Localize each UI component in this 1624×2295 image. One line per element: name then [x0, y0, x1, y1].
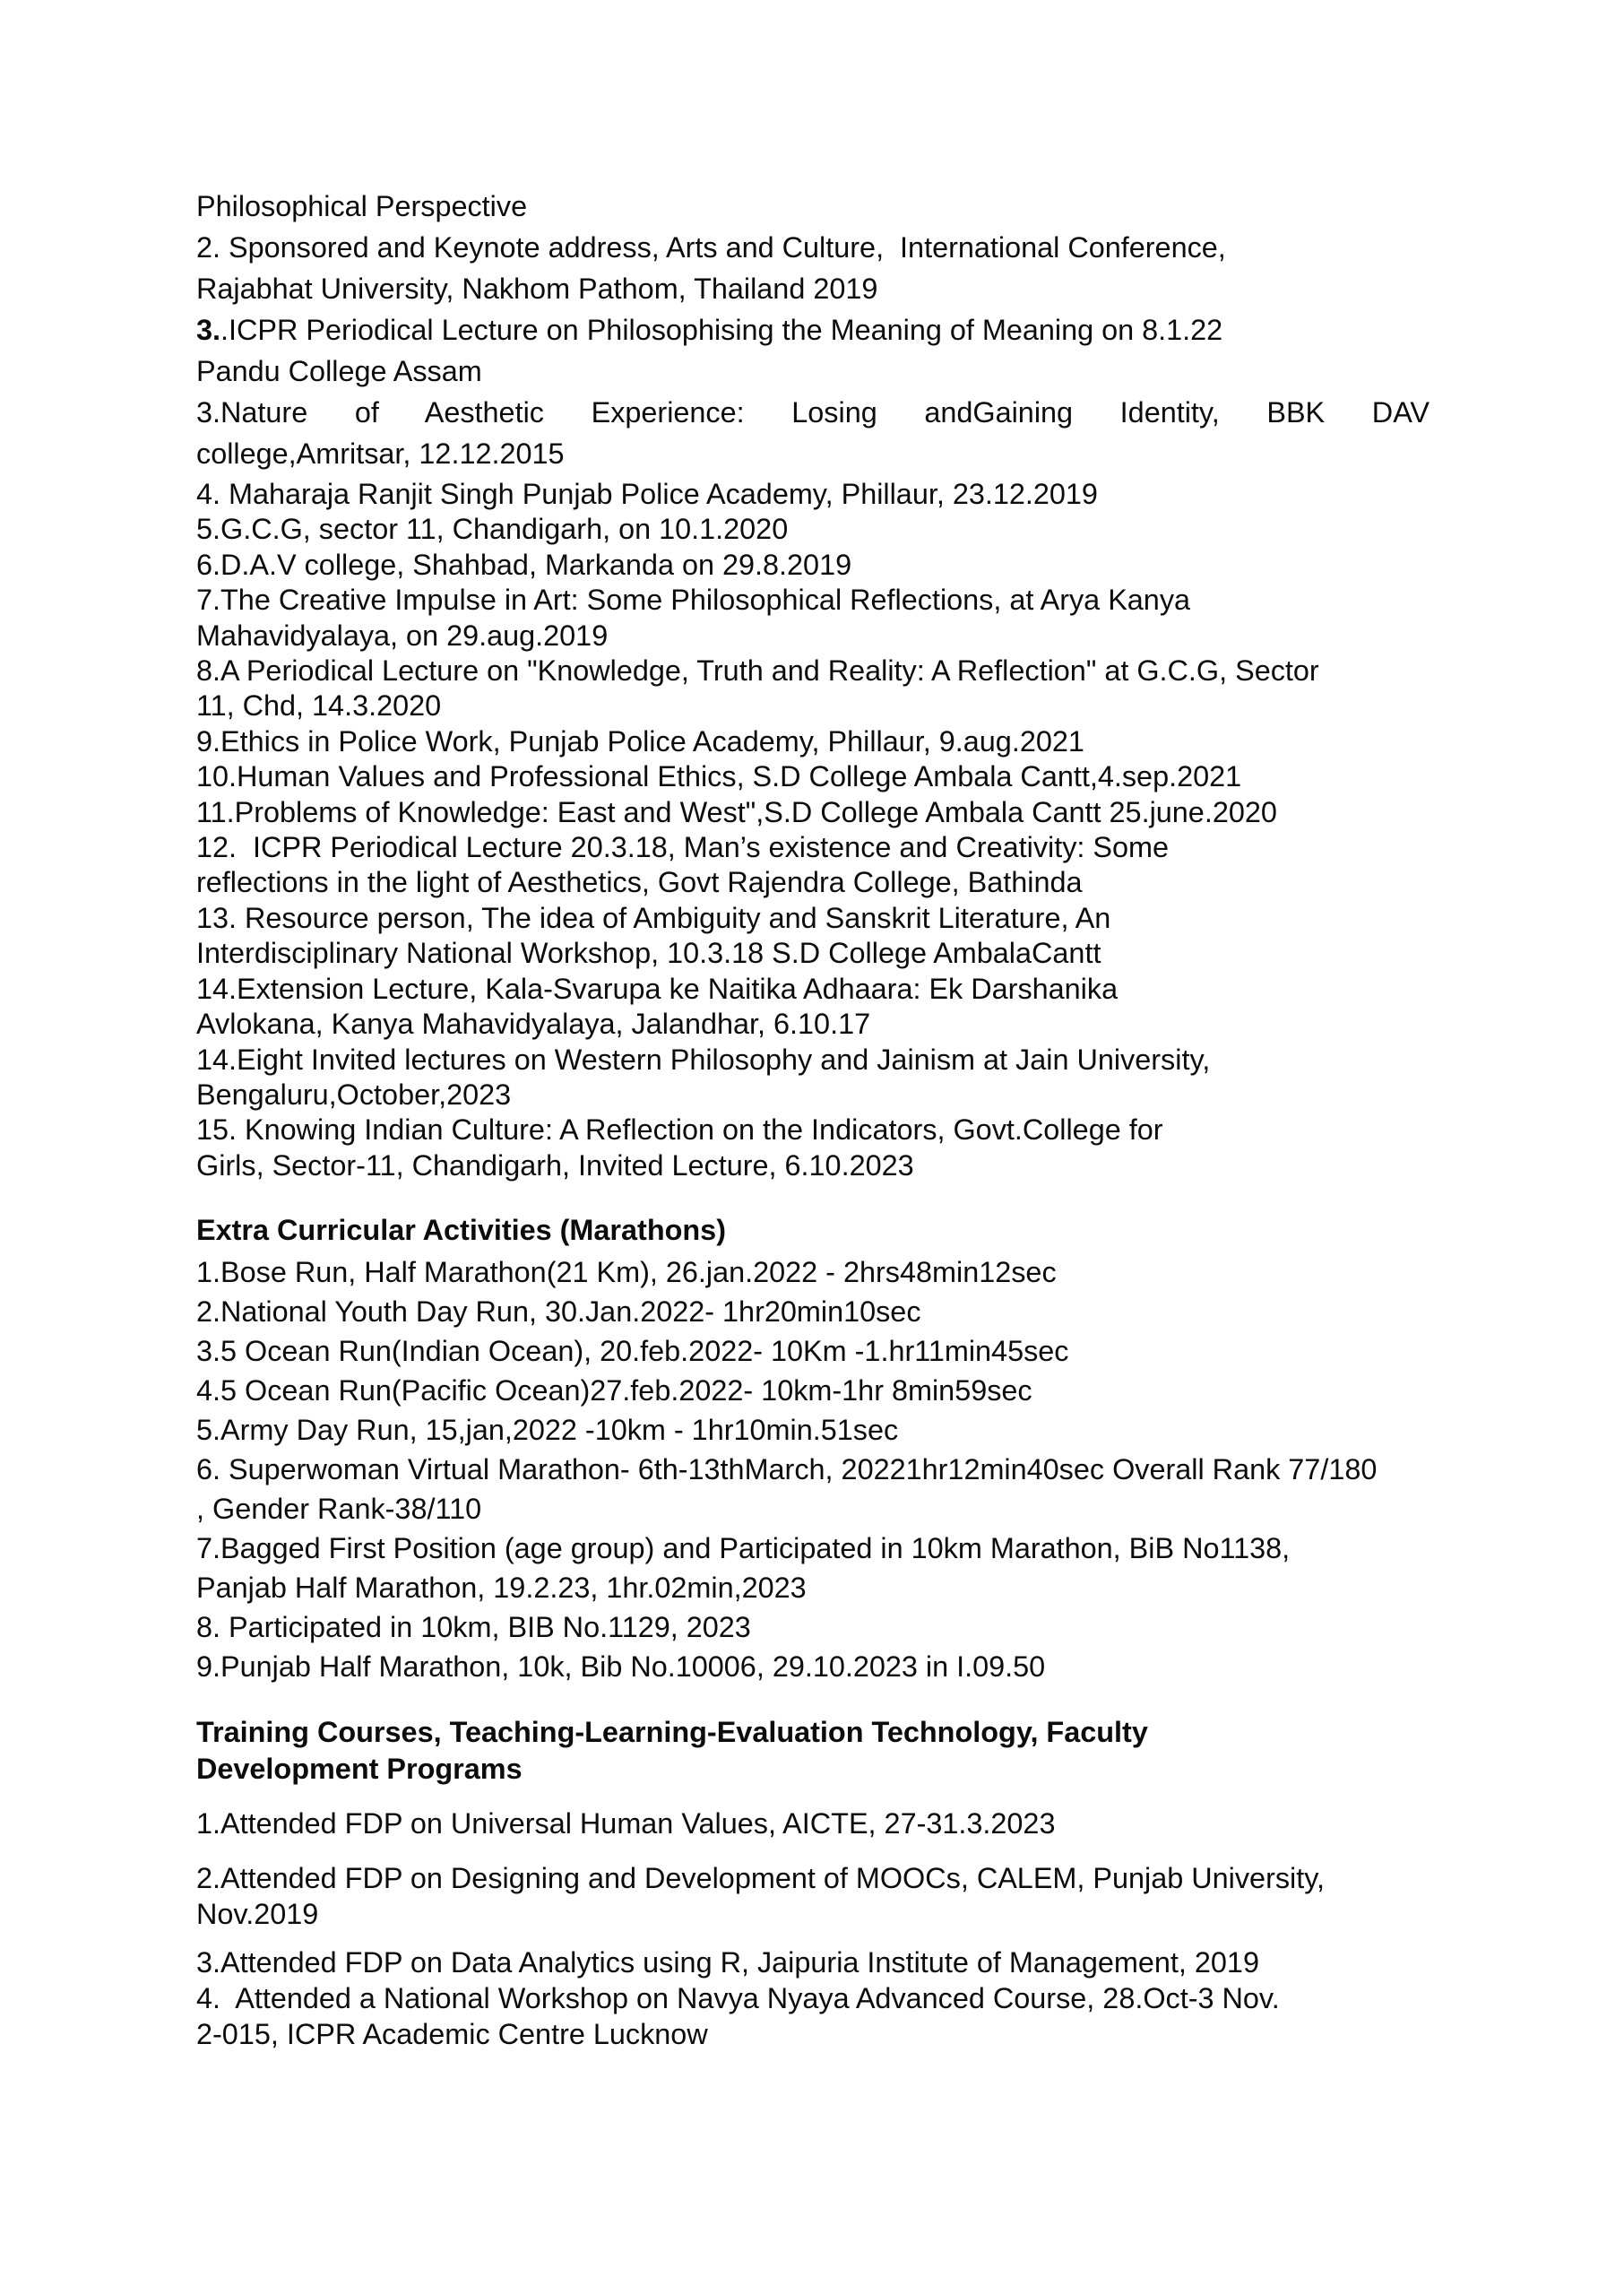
text-line — [196, 477, 1430, 512]
text-segment: 7.Bagged First Position (age group) and Participated in 10km Marathon, BiB No1138, — [196, 1532, 1291, 1565]
text-segment: 7.The Creative Impulse in Art: Some Philosophical Reflections, at Arya Kanya — [196, 584, 1191, 617]
text-segment: reflections in the light of Aesthetics, Govt Rajendra College, Bathinda — [196, 866, 1083, 899]
text-segment: Training Courses, Teaching-Learning-Evaluation Technology, Faculty — [196, 1716, 1148, 1749]
text-segment: .ICPR Periodical Lecture on Philosophising the Meaning of Meaning on 8.1.22 — [220, 314, 1223, 346]
text-segment: Nov.2019 — [196, 1898, 319, 1931]
text-line — [196, 2016, 1430, 2052]
text-segment: Interdisciplinary National Workshop, 10.3.18 S.D College AmbalaCantt — [196, 937, 1101, 970]
text-line — [196, 1210, 1430, 1250]
text-segment: 8.A Periodical Lecture on "Knowledge, Truth and Reality: A Reflection" at G.C.G, Sector — [196, 654, 1319, 688]
text-segment: , Gender Rank-38/110 — [196, 1493, 482, 1526]
text-segment: 2. Sponsored and Keynote address, Arts and Culture, International Conference, — [196, 231, 1226, 264]
fdp-item-2 — [196, 1860, 1430, 1932]
text-line — [196, 1607, 1430, 1647]
text-line — [196, 1489, 1430, 1529]
text-line — [196, 724, 1430, 759]
text-segment: 15. Knowing Indian Culture: A Reflection on the Indicators, Govt.College for — [196, 1113, 1163, 1147]
text-segment: 5.Army Day Run, 15,jan,2022 -10km - 1hr10min.51sec — [196, 1414, 899, 1447]
text-line — [196, 1252, 1430, 1292]
text-segment: 1.Attended FDP on Universal Human Values, AICTE, 27-31.3.2023 — [196, 1807, 1056, 1840]
text-line — [196, 1148, 1430, 1183]
text-line — [196, 1371, 1430, 1410]
text-segment: 3.5 Ocean Run(Indian Ocean), 20.feb.2022- 10Km -1.hr11min45sec — [196, 1335, 1069, 1368]
text-line — [196, 1980, 1430, 2016]
text-line — [196, 1410, 1430, 1450]
text-line — [196, 936, 1430, 971]
text-line — [196, 512, 1430, 547]
text-line — [196, 1113, 1430, 1148]
text-segment: 12. ICPR Periodical Lecture 20.3.18, Man’s existence and Creativity: Some — [196, 831, 1170, 864]
text-line — [196, 654, 1430, 688]
fdp-item-1 — [196, 1806, 1430, 1841]
text-line — [196, 1714, 1430, 1751]
text-segment: Rajabhat University, Nakhom Pathom, Thailand 2019 — [196, 273, 878, 305]
text-segment: Bengaluru,October,2023 — [196, 1078, 512, 1111]
text-line — [196, 186, 1430, 227]
extra-curricular-heading — [196, 1210, 1430, 1250]
text-segment: 5.G.C.G, sector 11, Chandigarh, on 10.1.2020 — [196, 513, 789, 546]
text-line — [196, 392, 1430, 433]
text-line — [196, 1568, 1430, 1607]
invited-lectures-list — [196, 477, 1430, 1183]
text-segment: 8. Participated in 10km, BIB No.1129, 2023 — [196, 1611, 751, 1644]
text-line — [196, 1751, 1430, 1788]
text-segment: 2.National Youth Day Run, 30.Jan.2022- 1hr20min10sec — [196, 1295, 921, 1329]
text-segment: Panjab Half Marathon, 19.2.23, 1hr.02min,2023 — [196, 1572, 807, 1605]
text-line — [196, 433, 1430, 474]
text-line — [196, 583, 1430, 618]
text-line — [196, 1806, 1430, 1841]
marathons-list — [196, 1252, 1430, 1686]
text-line — [196, 1647, 1430, 1686]
text-segment: 6. Superwoman Virtual Marathon- 6th-13thMarch, 20221hr12min40sec Overall Rank 77/180 — [196, 1453, 1378, 1486]
text-line — [196, 1331, 1430, 1371]
text-line — [196, 268, 1430, 309]
text-segment: Pandu College Assam — [196, 355, 482, 387]
text-segment: Avlokana, Kanya Mahavidyalaya, Jalandhar, 6.10.17 — [196, 1008, 871, 1041]
lectures-continued-paragraph — [196, 186, 1430, 474]
text-line — [196, 759, 1430, 794]
text-line — [196, 901, 1430, 936]
text-line — [196, 795, 1430, 830]
text-segment: Mahavidyalaya, on 29.aug.2019 — [196, 619, 609, 652]
text-line — [196, 1529, 1430, 1568]
text-segment: 4.5 Ocean Run(Pacific Ocean)27.feb.2022- 10km-1hr 8min59sec — [196, 1374, 1032, 1407]
text-line — [196, 548, 1430, 583]
text-line — [196, 351, 1430, 392]
text-segment: Development Programs — [196, 1753, 523, 1786]
text-line — [196, 972, 1430, 1007]
text-segment: 3.Attended FDP on Data Analytics using R, Jaipuria Institute of Management, 2019 — [196, 1946, 1259, 1979]
text-segment: 2.Attended FDP on Designing and Development of MOOCs, CALEM, Punjab University, — [196, 1862, 1326, 1895]
text-segment: 11, Chd, 14.3.2020 — [196, 689, 442, 723]
text-segment: 14.Eight Invited lectures on Western Philosophy and Jainism at Jain University, — [196, 1043, 1211, 1076]
text-segment: 6.D.A.V college, Shahbad, Markanda on 29.8.2019 — [196, 548, 852, 581]
text-line — [196, 1007, 1430, 1042]
fdp-items-3-4 — [196, 1944, 1430, 2052]
text-line — [196, 1078, 1430, 1113]
text-line — [196, 619, 1430, 654]
text-segment: Girls, Sector-11, Chandigarh, Invited Lecture, 6.10.2023 — [196, 1148, 914, 1182]
text-line — [196, 1944, 1430, 1980]
text-segment: Philosophical Perspective — [196, 190, 528, 222]
text-line — [196, 688, 1430, 723]
text-segment: 9.Punjab Half Marathon, 10k, Bib No.10006, 29.10.2023 in I.09.50 — [196, 1650, 1046, 1684]
text-line — [196, 1292, 1430, 1331]
text-segment: Extra Curricular Activities (Marathons) — [196, 1214, 726, 1247]
text-line — [196, 830, 1430, 865]
text-line — [196, 1896, 1430, 1932]
text-segment: 10.Human Values and Professional Ethics, S.D College Ambala Cantt,4.sep.2021 — [196, 760, 1242, 793]
text-line — [196, 227, 1430, 268]
training-courses-heading — [196, 1714, 1430, 1788]
text-line — [196, 1860, 1430, 1896]
bold-text-segment: 3. — [196, 314, 221, 346]
text-segment: 4. Attended a National Workshop on Navya Nyaya Advanced Course, 28.Oct-3 Nov. — [196, 1982, 1280, 2015]
text-segment: college,Amritsar, 12.12.2015 — [196, 437, 565, 470]
text-line — [196, 865, 1430, 900]
text-segment: 1.Bose Run, Half Marathon(21 Km), 26.jan.2022 - 2hrs48min12sec — [196, 1256, 1057, 1289]
text-segment: 13. Resource person, The idea of Ambiguity and Sanskrit Literature, An — [196, 901, 1111, 934]
text-segment: 9.Ethics in Police Work, Punjab Police Academy, Phillaur, 9.aug.2021 — [196, 724, 1084, 758]
text-segment: 11.Problems of Knowledge: East and West",S.D College Ambala Cantt 25.june.2020 — [196, 795, 1277, 828]
text-line — [196, 1450, 1430, 1489]
text-segment: 3.Nature of Aesthetic Experience: Losing andGaining Identity, BBK DAV — [196, 396, 1430, 429]
text-segment: 14.Extension Lecture, Kala-Svarupa ke Naitika Adhaara: Ek Darshanika — [196, 972, 1119, 1005]
text-segment: 4. Maharaja Ranjit Singh Punjab Police Academy, Phillaur, 23.12.2019 — [196, 478, 1098, 510]
text-line — [196, 309, 1430, 351]
text-segment: 2-015, ICPR Academic Centre Lucknow — [196, 2018, 708, 2051]
text-line — [196, 1043, 1430, 1078]
